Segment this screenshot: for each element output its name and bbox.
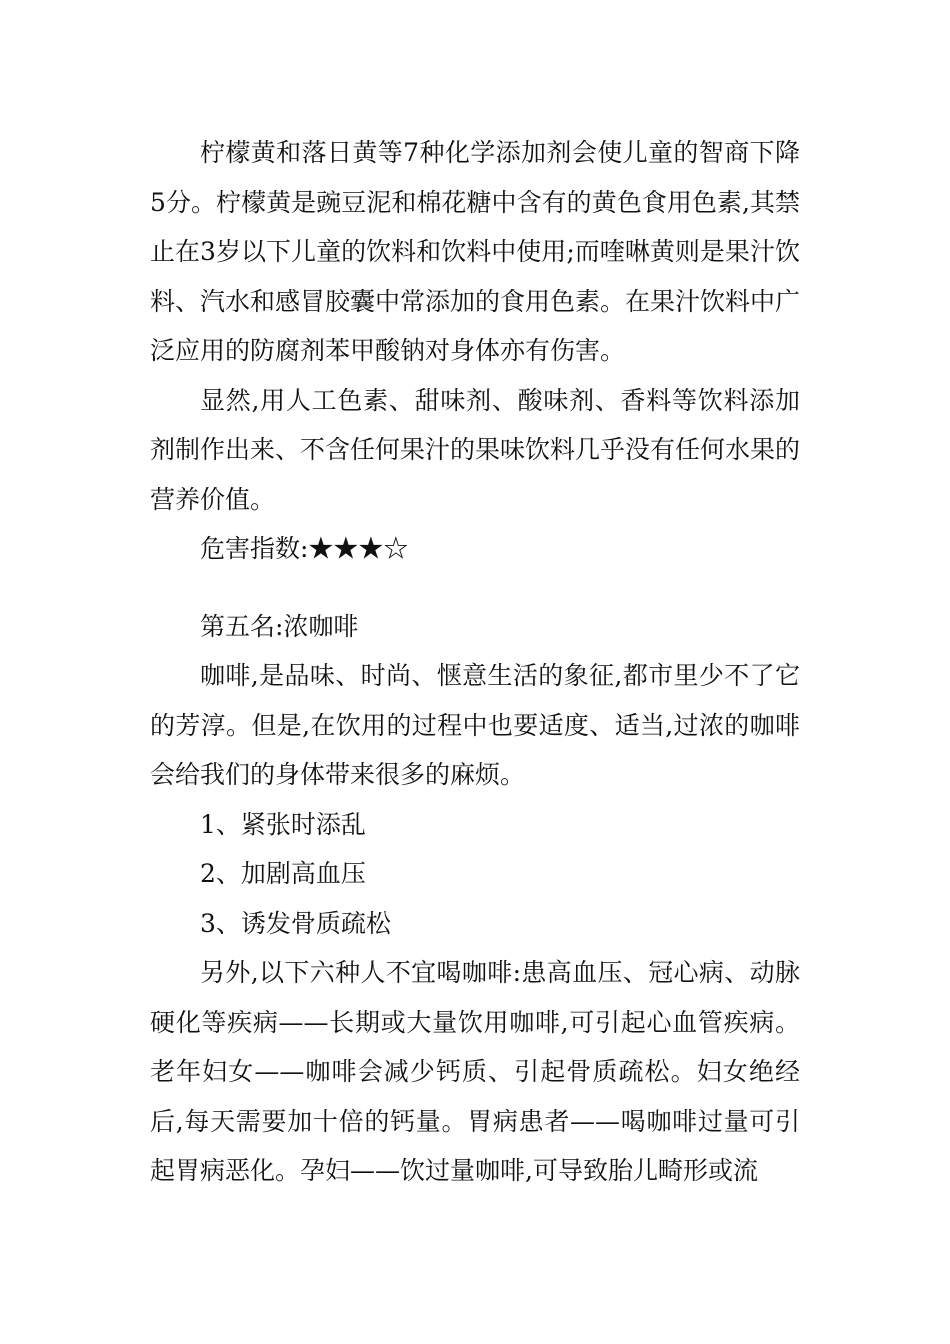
paragraph-additives: 柠檬黄和落日黄等7种化学添加剂会使儿童的智商下降5分。柠檬黄是豌豆泥和棉花糖中含有的黄色食用色素,其禁止在3岁以下儿童的饮料和饮料中使用;而喹啉黄则是果汁饮料、汽水和感冒胶囊中常添加的食用色素。在果汁饮料中广泛应用的防腐剂苯甲酸钠对身体亦有伤害。 bbox=[150, 138, 801, 365]
document-body bbox=[150, 128, 800, 1196]
section-heading: 第五名:浓咖啡 bbox=[200, 611, 359, 641]
paragraph-coffee-warning: 另外,以下六种人不宜喝咖啡:患高血压、冠心病、动脉硬化等疾病——长期或大量饮用咖啡,可引起心血管疾病。老年妇女——咖啡会减少钙质、引起骨质疏松。妇女绝经后,每天需要加十倍的钙量。胃病患者——喝咖啡过量可引起胃病恶化。孕妇——饮过量咖啡,可导致胎儿畸形或流 bbox=[150, 958, 800, 1185]
section-spacer bbox=[150, 574, 800, 602]
list-item: 3、诱发骨质疏松 bbox=[200, 908, 391, 938]
list-item: 1、紧张时添乱 bbox=[200, 809, 366, 839]
paragraph-coffee-intro: 咖啡,是品味、时尚、惬意生活的象征,都市里少不了它的芳淳。但是,在饮用的过程中也要适度、适当,过浓的咖啡会给我们的身体带来很多的麻烦。 bbox=[150, 661, 800, 789]
hazard-rating: 危害指数:★★★☆ bbox=[200, 534, 409, 563]
paragraph-nutrition: 显然,用人工色素、甜味剂、酸味剂、香料等饮料添加剂制作出来、不含任何果汁的果味饮料几乎没有任何水果的营养价值。 bbox=[150, 385, 801, 514]
list-item: 2、加剧高血压 bbox=[200, 859, 366, 888]
